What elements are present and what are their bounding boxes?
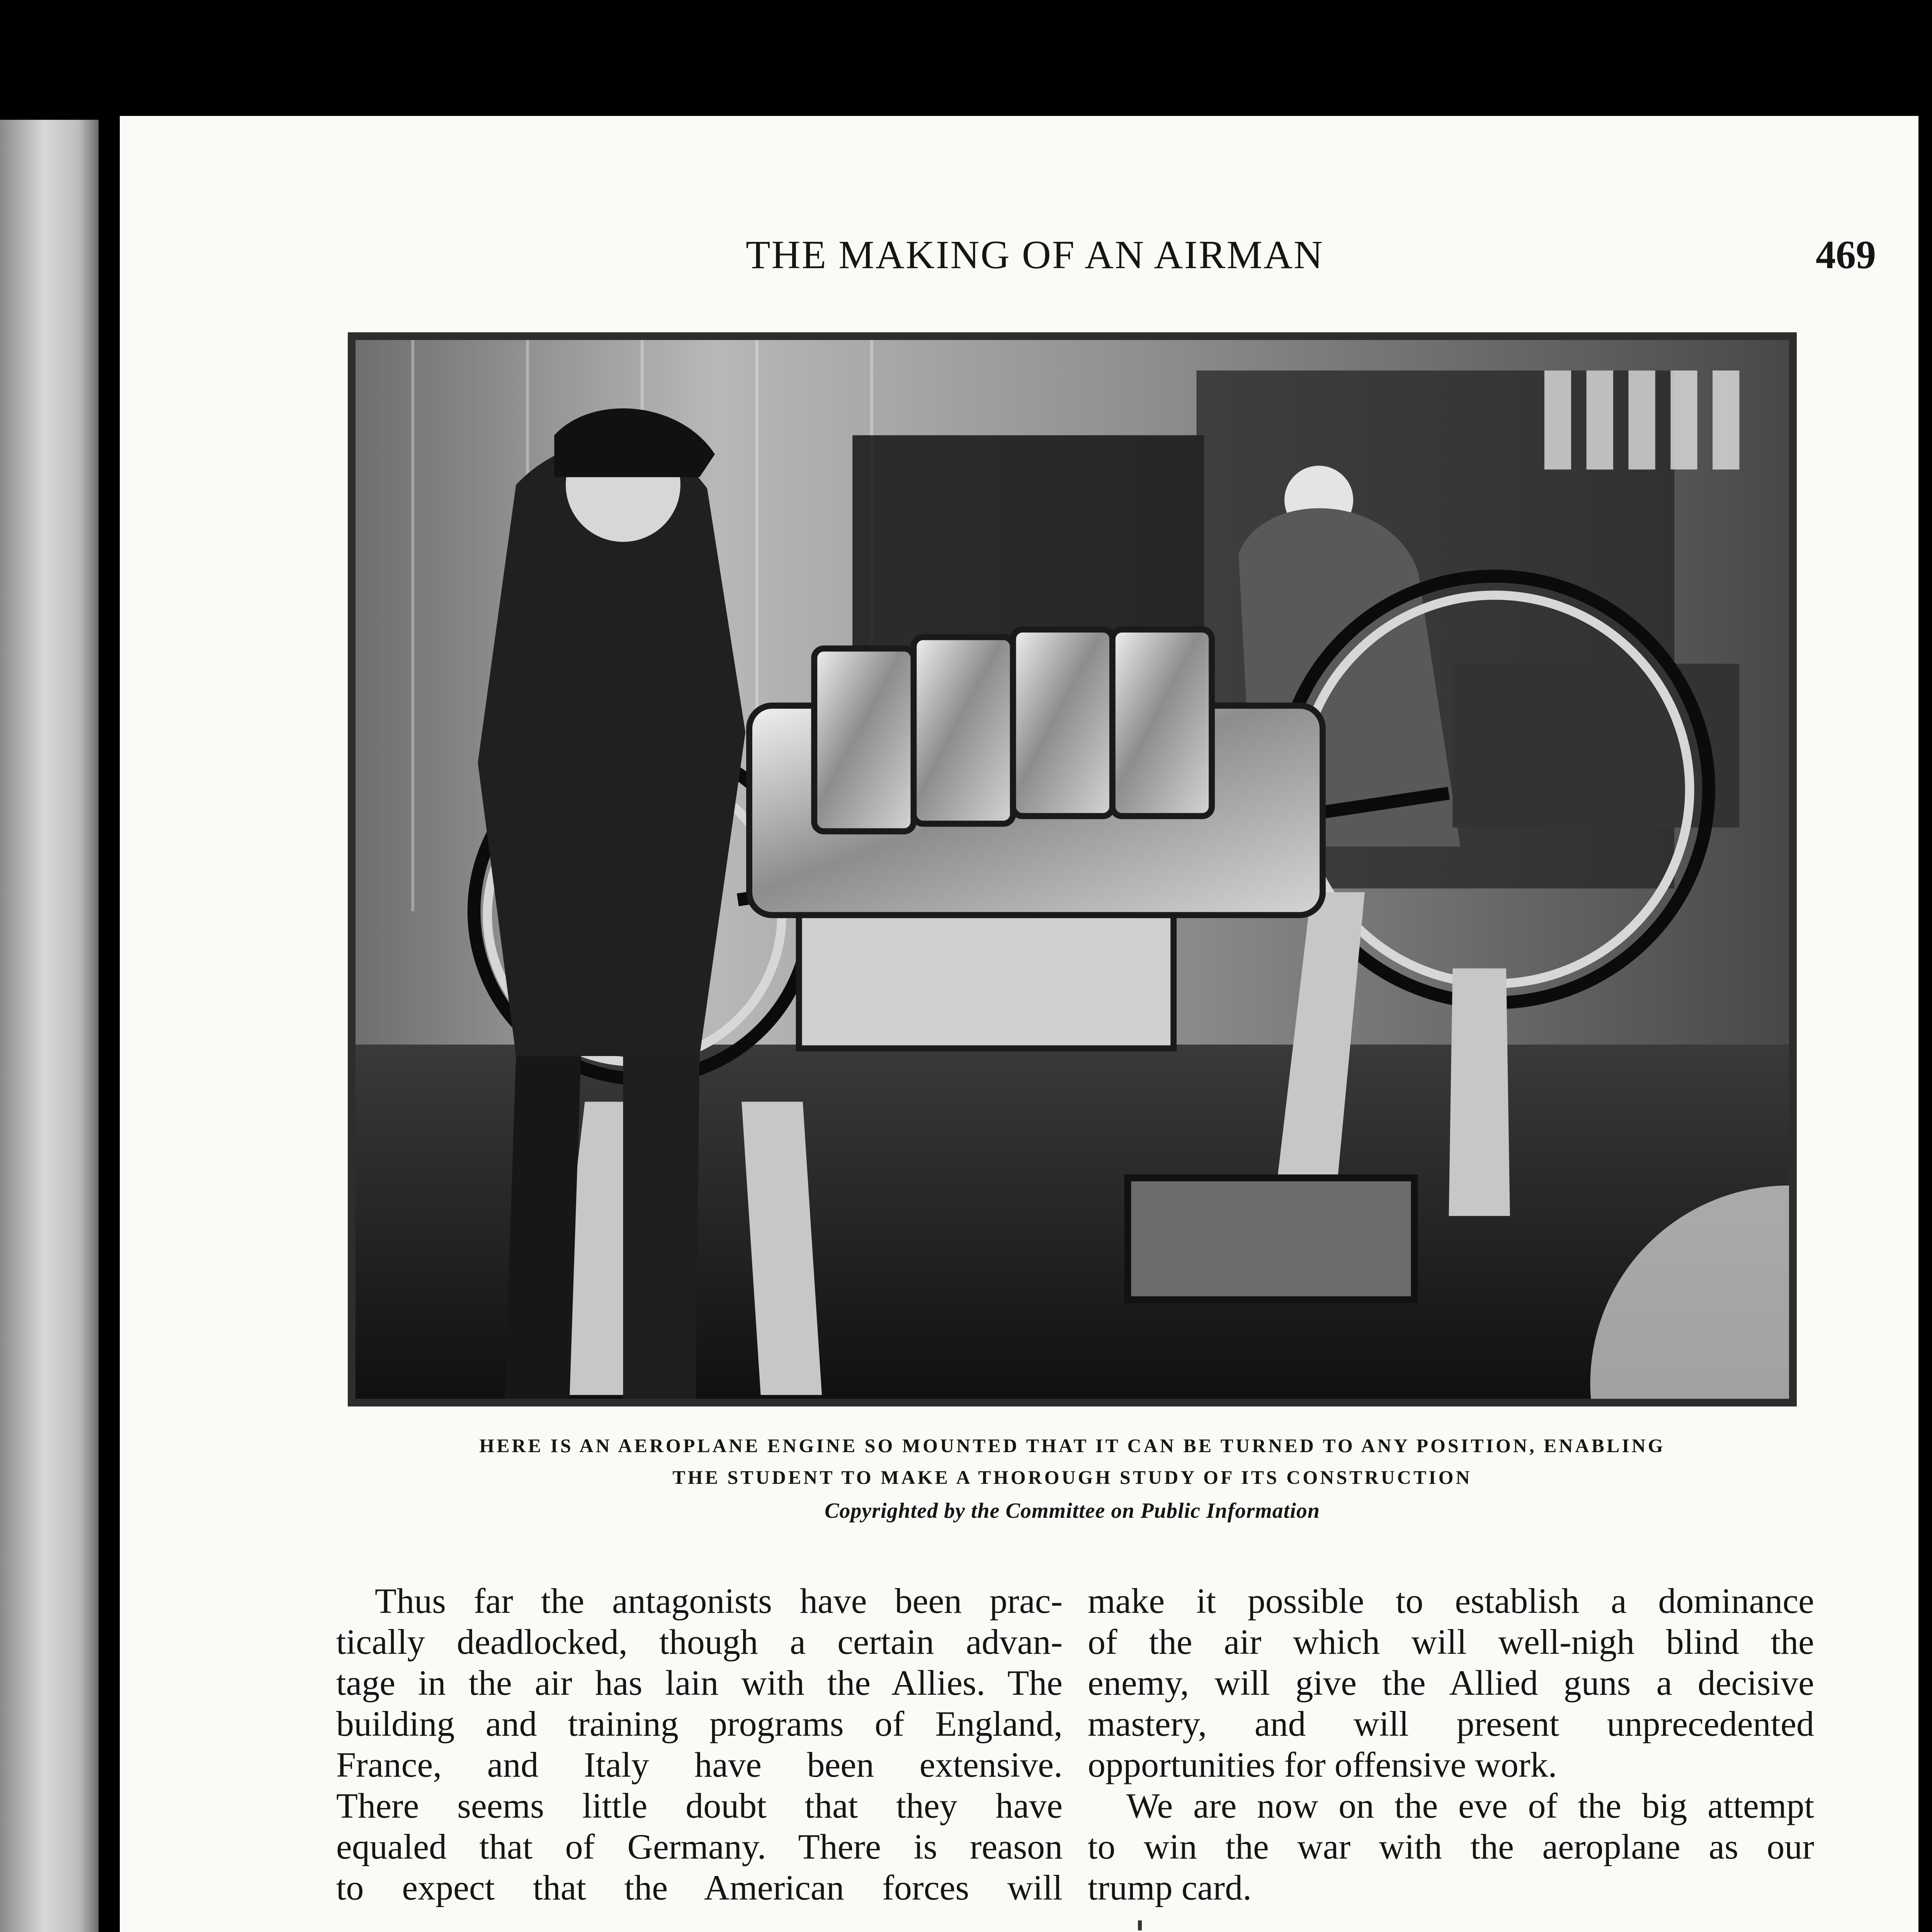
aeroplane-engine-photo-illustration xyxy=(355,340,1789,1399)
photo-copyright: Copyrighted by the Committee on Public Information xyxy=(824,1499,1320,1523)
article-line: equaled that of Germany. There is reason xyxy=(336,1827,1063,1866)
article-line: There seems little doubt that they have xyxy=(336,1786,1063,1825)
article-right-column xyxy=(1088,1580,1814,1908)
article-line: France, and Italy have been extensive. xyxy=(336,1745,1063,1784)
separator-ornament xyxy=(1138,1920,1142,1930)
caption-line: HERE IS AN AEROPLANE ENGINE SO MOUNTED THAT IT CAN BE TURNED TO ANY POSITION, ENABLING xyxy=(479,1435,1665,1456)
article-line: tically deadlocked, though a certain advan- xyxy=(336,1622,1063,1662)
aeroplane-engine-photo xyxy=(348,332,1797,1406)
photo-caption xyxy=(336,1430,1808,1493)
article-line: to win the war with the aeroplane as our xyxy=(1088,1827,1814,1866)
article-line: tage in the air has lain with the Allies. The xyxy=(336,1663,1063,1702)
running-head: THE MAKING OF AN AIRMAN xyxy=(746,233,1324,277)
article-line: of the air which will well-nigh blind the xyxy=(1088,1622,1814,1662)
article-line: trump card. xyxy=(1088,1868,1252,1907)
article-line: make it possible to establish a dominance xyxy=(1088,1581,1814,1621)
caption-line: THE STUDENT TO MAKE A THOROUGH STUDY OF ITS CONSTRUCTION xyxy=(672,1466,1472,1488)
article-line: We are now on the eve of the big attempt xyxy=(1126,1786,1814,1825)
left-page-edge xyxy=(0,120,99,1932)
article-line: building and training programs of England, xyxy=(336,1704,1063,1743)
article-line: to expect that the American forces will xyxy=(336,1868,1063,1907)
article-line: enemy, will give the Allied guns a decisive xyxy=(1088,1663,1814,1702)
magazine-page xyxy=(120,116,1918,1932)
article-line: opportunities for offensive work. xyxy=(1088,1745,1557,1784)
article-left-column xyxy=(336,1580,1063,1908)
article-line: Thus far the antagonists have been prac- xyxy=(375,1581,1063,1621)
page-number: 469 xyxy=(1816,233,1876,277)
article-text xyxy=(336,1580,1814,1909)
article-line: mastery, and will present unprecedented xyxy=(1088,1704,1814,1743)
